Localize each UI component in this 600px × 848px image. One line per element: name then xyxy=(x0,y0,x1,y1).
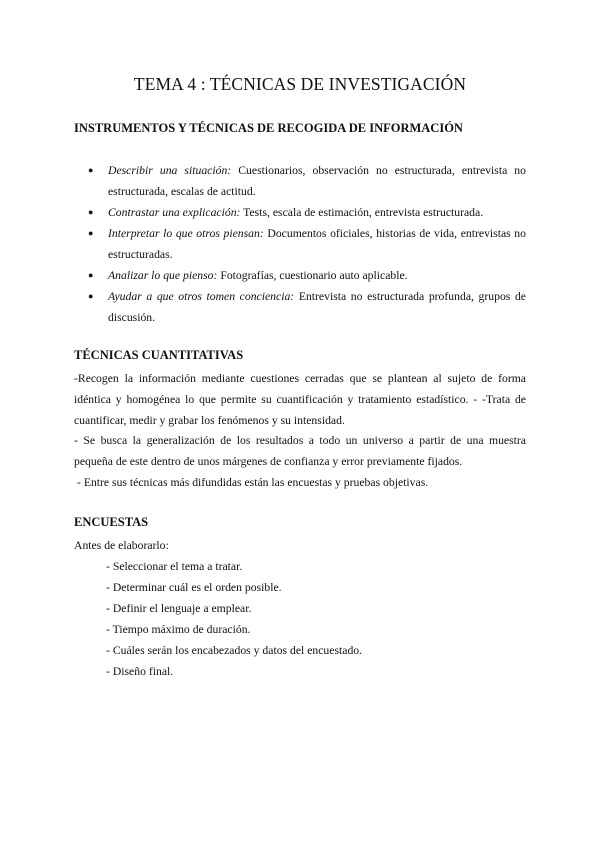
bullet-icon: ● xyxy=(88,165,94,175)
bullet-text: Tests, escala de estimación, entrevista estructurada. xyxy=(240,206,484,219)
bullet-text: Entrevista no estructurada profunda, grupos de discusión. xyxy=(108,290,526,324)
bullet-icon: ● xyxy=(88,207,94,217)
list-item: - Seleccionar el tema a tratar. xyxy=(106,560,243,573)
section-heading-encuestas: ENCUESTAS xyxy=(74,515,149,529)
encuestas-intro: Antes de elaborarlo: xyxy=(74,539,169,552)
bullet-lead: Analizar lo que pienso: xyxy=(108,269,218,282)
list-item xyxy=(86,202,526,223)
bullet-list xyxy=(86,160,526,328)
bullet-lead: Contrastar una explicación: xyxy=(108,206,241,219)
list-item xyxy=(86,286,526,328)
list-item: - Diseño final. xyxy=(106,665,174,678)
bullet-icon: ● xyxy=(88,291,94,301)
section-heading-instrumentos: INSTRUMENTOS Y TÉCNICAS DE RECOGIDA DE INFORMACIÓN xyxy=(74,121,463,135)
bullet-text: Documentos oficiales, historias de vida, entrevistas no estructuradas. xyxy=(108,227,526,261)
paragraph: - Entre sus técnicas más difundidas están las encuestas y pruebas objetivas. xyxy=(77,476,429,489)
list-item: - Determinar cuál es el orden posible. xyxy=(106,581,282,594)
list-item xyxy=(86,223,526,265)
bullet-text: Fotografías, cuestionario auto aplicable. xyxy=(217,269,408,282)
paragraph: - Se busca la generalización de los resultados a todo un universo a partir de una muestra pequeña de este dentro de unos márgenes de confianza y error previamente fijados. xyxy=(74,434,526,468)
bullet-icon: ● xyxy=(88,228,94,238)
list-item xyxy=(86,265,526,286)
list-item: - Tiempo máximo de duración. xyxy=(106,623,251,636)
paragraph: -Recogen la información mediante cuestiones cerradas que se plantean al sujeto de forma idéntica y homogénea lo que permite su cuantificación y tratamiento estadístico. - -Trata de cuantificar, medir y grabar los fenómenos y su intensidad. xyxy=(74,372,526,427)
list-item: - Cuáles serán los encabezados y datos del encuestado. xyxy=(106,644,363,657)
bullet-lead: Ayudar a que otros tomen conciencia: xyxy=(108,290,295,303)
steps-list xyxy=(106,556,362,682)
bullet-lead: Interpretar lo que otros piensan: xyxy=(108,227,264,240)
section-heading-cuantitativas: TÉCNICAS CUANTITATIVAS xyxy=(74,348,244,362)
bullet-lead: Describir una situación: xyxy=(108,164,232,177)
page-title: TEMA 4 : TÉCNICAS DE INVESTIGACIÓN xyxy=(133,74,467,94)
list-item xyxy=(86,160,526,202)
bullet-icon: ● xyxy=(88,270,94,280)
list-item: - Definir el lenguaje a emplear. xyxy=(106,602,252,615)
bullet-text: Cuestionarios, observación no estructurada, entrevista no estructurada, escalas de actitud. xyxy=(108,164,526,198)
